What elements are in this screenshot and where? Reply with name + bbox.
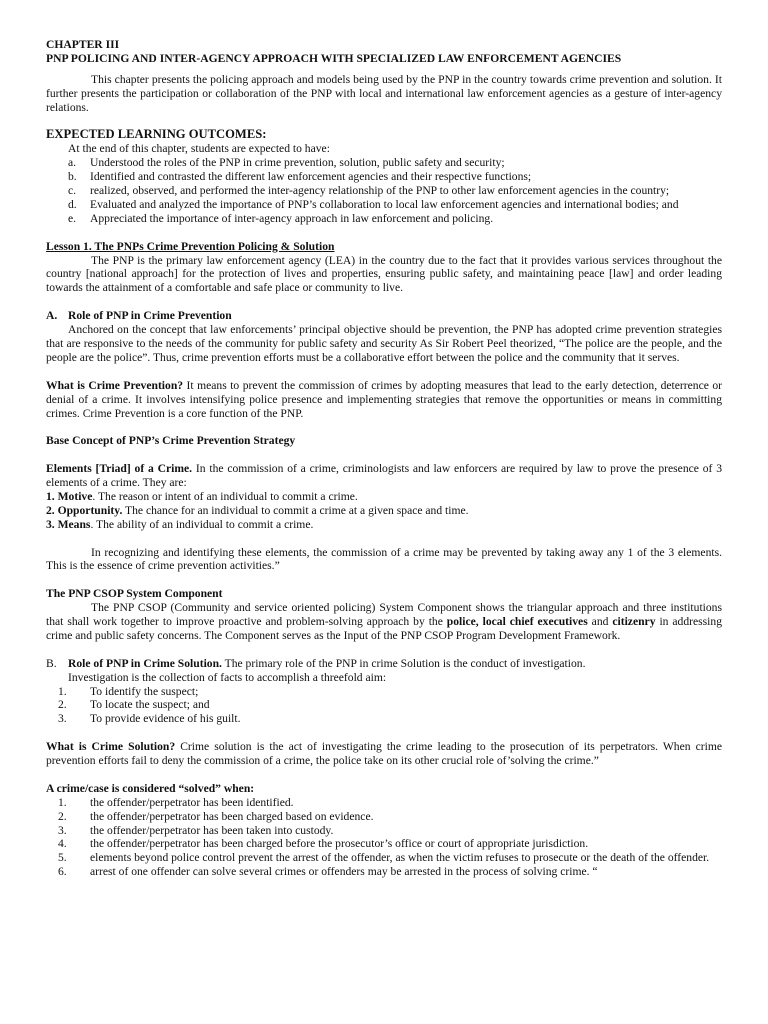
list-item: 5. elements beyond police control prevent the arrest of the offender, as when the victim refuses to prosecute or the death of the offender.: [58, 851, 710, 865]
lesson-heading: Lesson 1. The PNPs Crime Prevention Policing & Solution: [46, 239, 335, 253]
section-a-heading: Role of PNP in Crime Prevention: [68, 309, 232, 323]
outcomes-heading: EXPECTED LEARNING OUTCOMES:: [46, 127, 267, 142]
element-means: 3. Means. The ability of an individual to commit a crime.: [46, 517, 314, 531]
list-item: 1. the offender/perpetrator has been identified.: [58, 795, 294, 809]
list-item: d. Evaluated and analyzed the importance of PNP’s collaboration to local law enforcement agencies and international bodies; and: [68, 197, 679, 211]
intro-paragraph: This chapter presents the policing approach and models being used by the PNP in the country towards crime prevention and solution. It further presents the participation or collaboration of the PNP with local and international law enforcement agencies as a gesture of inter-agency relations.: [46, 72, 722, 114]
csop-paragraph: The PNP CSOP (Community and service oriented policing) System Component shows the triangular approach and three institutions that shall work together to improve proactive and problem-solving approach by the police, local chief executives and citizenry in addressing crime and public safety concerns. The Component serves as the Input of the PNP CSOP Program Development Framework.: [46, 601, 722, 642]
list-item: 4. the offender/perpetrator has been charged before the prosecutor’s office or court of appropriate jurisdiction.: [58, 837, 589, 851]
elements-paragraph: Elements [Triad] of a Crime. In the commission of a crime, criminologists and law enforcers are required by law to prove the presence of 3 elements of a crime. They are:: [46, 462, 722, 489]
list-item: 6. arrest of one offender can solve several crimes or offenders may be arrested in the process of solving crime. “: [58, 865, 598, 879]
crime-prevention-paragraph: What is Crime Prevention? It means to prevent the commission of crimes by adopting measures that lead to the early detection, deterrence or denial of a crime. It involves intensifying police presence and implementing strategies that remove the opportunities or means in committing crimes. Crime Prevention is a core function of the PNP.: [46, 378, 722, 420]
list-item: b. Identified and contrasted the different law enforcement agencies and their respective functions;: [68, 170, 532, 184]
list-item: a. Understood the roles of the PNP in crime prevention, solution, public safety and security;: [68, 156, 505, 170]
section-b: [46, 657, 722, 685]
section-b-paragraph: Role of PNP in Crime Solution. The primary role of the PNP in crime Solution is the conduct of investigation.: [68, 656, 586, 670]
investigation-aims-list: [46, 685, 722, 727]
crime-solution-paragraph: What is Crime Solution? Crime solution is the act of investigating the crime leading to the prosecution of its perpetrators. When crime prevention efforts fail to deny the commission of a crime, the police take on its other crucial role of’solving the crime.”: [46, 740, 722, 768]
section-a-mark: A.: [46, 309, 58, 323]
element-motive: 1. Motive. The reason or intent of an individual to commit a crime.: [46, 489, 358, 503]
list-item: e. Appreciated the importance of inter-agency approach in law enforcement and policing.: [68, 211, 494, 225]
list-item: 3. To provide evidence of his guilt.: [58, 712, 241, 726]
list-item: 3. the offender/perpetrator has been taken into custody.: [58, 823, 334, 837]
section-a-paragraph: Anchored on the concept that law enforcements’ principal objective should be prevention, the PNP has adopted crime prevention strategies that are responsive to the needs of the community for public safety and security As Sir Robert Peel theorized, “The police are the people, and the people are the police”. Thus, crime prevention efforts must be a collaborative effort between the police and the community that it serves.: [46, 323, 722, 364]
base-concept-heading: Base Concept of PNP’s Crime Prevention Strategy: [46, 434, 296, 448]
outcomes-list: [46, 156, 722, 226]
csop-heading: The PNP CSOP System Component: [46, 587, 223, 601]
solved-list: [46, 796, 722, 879]
outcomes-lead: At the end of this chapter, students are expected to have:: [68, 142, 330, 156]
chapter-title: PNP POLICING AND INTER-AGENCY APPROACH WITH SPECIALIZED LAW ENFORCEMENT AGENCIES: [46, 51, 622, 65]
list-item: 2. the offender/perpetrator has been charged based on evidence.: [58, 809, 374, 823]
section-b-line2: Investigation is the collection of facts to accomplish a threefold aim:: [68, 670, 387, 684]
section-b-mark: B.: [46, 656, 57, 670]
solved-heading: A crime/case is considered “solved” when:: [46, 781, 255, 795]
elements-closing: In recognizing and identifying these elements, the commission of a crime may be prevented by taking away any 1 of the 3 elements. This is the essence of crime prevention activities.”: [46, 545, 722, 573]
list-item: c. realized, observed, and performed the inter-agency relationship of the PNP to other law enforcement agencies in the country;: [68, 184, 670, 198]
chapter-label: CHAPTER III: [46, 38, 120, 51]
lesson-paragraph: The PNP is the primary law enforcement agency (LEA) in the country due to the fact that it provides various services throughout the country [national approach] for the protection of lives and properties, ensuring public safety, and maintaining peace [law] and order leading towards the attainment of a comfortable and safe place or community to live.: [46, 253, 722, 295]
section-a: [46, 309, 722, 323]
list-item: 1. To identify the suspect;: [58, 684, 199, 698]
element-opportunity: 2. Opportunity. The chance for an individual to commit a crime at a given space and time.: [46, 503, 469, 517]
list-item: 2. To locate the suspect; and: [58, 698, 210, 712]
